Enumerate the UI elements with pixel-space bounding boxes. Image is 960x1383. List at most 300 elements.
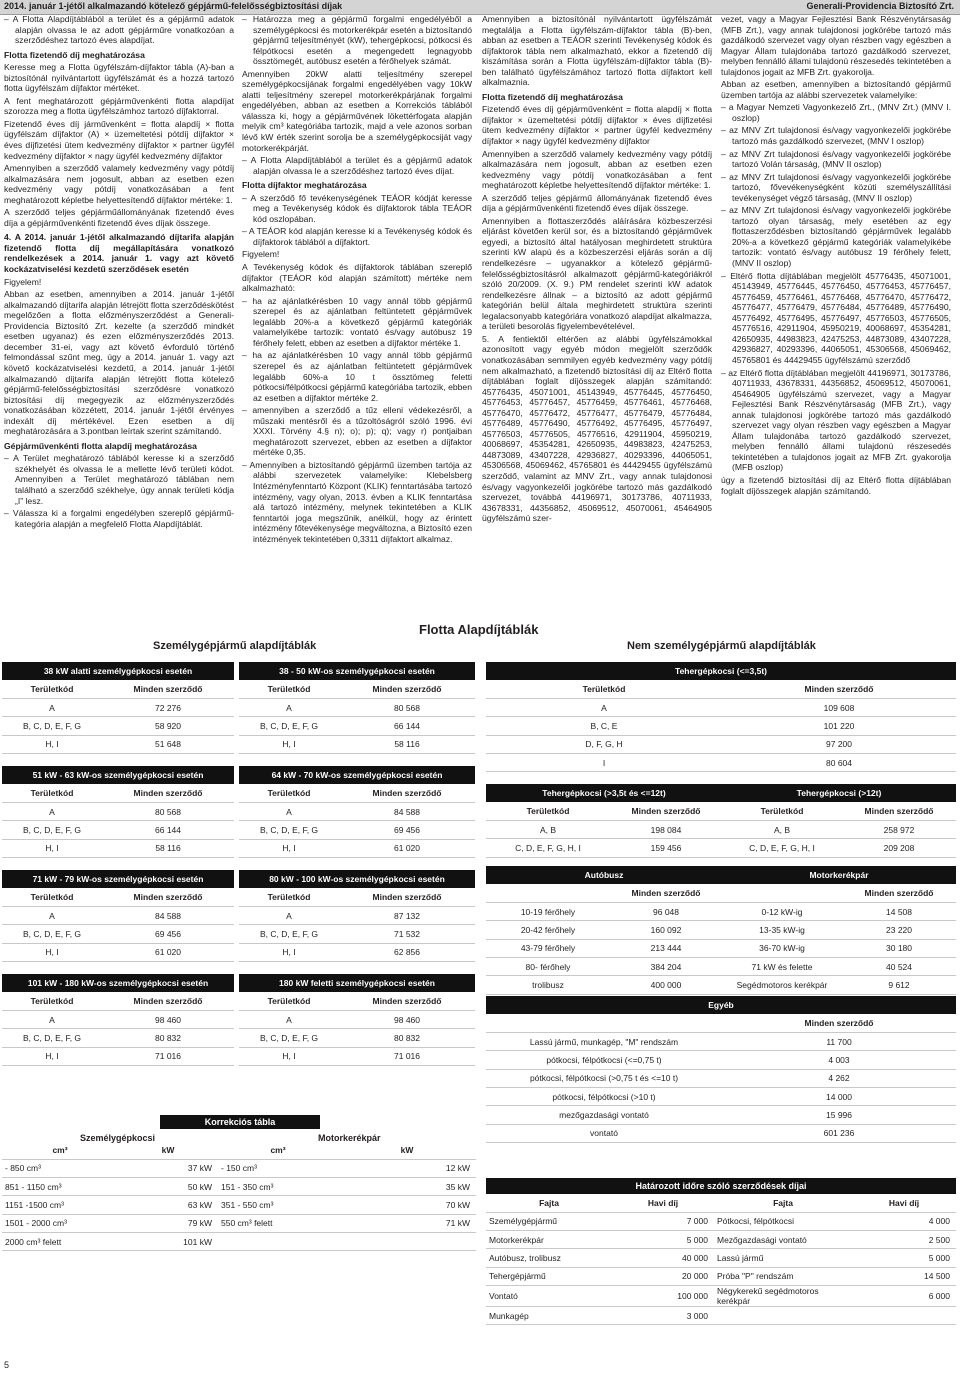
table-row bbox=[486, 717, 956, 735]
table-row bbox=[722, 976, 956, 994]
table-cell: 40 524 bbox=[842, 957, 956, 975]
table-cell: 5 000 bbox=[612, 1231, 714, 1249]
table-title: Motorkerékpár bbox=[722, 866, 956, 884]
table-cell: 71 016 bbox=[339, 1047, 475, 1065]
paragraph: Amennyiben a biztosítónál nyilvántartott ügyfélszámát megtalálja a Flotta ügyfélszám-díjfaktor tábla (B)-ben, abban az esetben a TEÁOR szerinti Tevékenység kódok és díjfaktorok tábla nem alkalmazható, ekkor a fizetendő díj kiszámítása során a Flotta ügyfélszám-díjfaktor tábla (B)-ben található ügyfélszámához tartozó flotta díjfaktort kell alkalmaznia. bbox=[482, 14, 712, 88]
table-cell: 20-42 férőhely bbox=[486, 921, 610, 939]
section-heading: Flotta fizetendő díj meghatározása bbox=[482, 91, 623, 102]
correction-table-title: Korrekciós tábla bbox=[160, 1115, 320, 1129]
table-cell: 43-79 férőhely bbox=[486, 939, 610, 957]
column-header: Területkód bbox=[2, 992, 102, 1010]
table-cell: 15 996 bbox=[722, 1106, 956, 1124]
paragraph: Figyelem! bbox=[4, 276, 42, 287]
table-cell: 14 500 bbox=[852, 1267, 956, 1285]
table-cell: B, C, D, E, F, G bbox=[2, 925, 102, 943]
section-heading: Flotta fizetendő díj meghatározása bbox=[4, 49, 145, 60]
table-cell: 98 460 bbox=[339, 1011, 475, 1029]
section-heading: Flotta díjfaktor meghatározása bbox=[242, 180, 367, 191]
table-title: 64 kW - 70 kW-os személygépkocsi esetén bbox=[239, 766, 475, 784]
table-bus bbox=[486, 866, 722, 995]
paragraph: – ha az ajánlatkérésben 10 vagy annál több gépjármű szerepel és az ajánlatban feltüntetett gépjárművek legalább 20%-a a következő gépjármű kategóriák valamelyikébe tartozik: vontató és/vagy autóbusz 19 férőhely felett, ebben az esetben a díjfaktor mértéke 1. bbox=[242, 295, 472, 348]
table-title: 101 kW - 180 kW-os személygépkocsi esetén bbox=[2, 974, 234, 992]
table-title: 180 kW feletti személygépkocsi esetén bbox=[239, 974, 475, 992]
table-truck-12t-plus bbox=[722, 784, 956, 858]
column-header: kW bbox=[118, 1141, 218, 1159]
table-row bbox=[486, 1249, 956, 1267]
table-38-50kw bbox=[239, 662, 475, 754]
paragraph: A szerződő teljes gépjármű állományának fizetendő éves díja a gépjárművenkénti fizetendő éves díjak összege. bbox=[482, 192, 712, 214]
paragraph: – az MNV Zrt tulajdonosi és/vagy vagyonkezelői jogkörébe tartozó olyan társaság, mely esetében az egy flottaszerződésben biztosítandó gépjárművek legalább 20%-a a következő gépjármű kategóriák valamelyikébe tartozik: vontató és/vagy autóbusz 19 férőhely felett, (MNV II oszlop) bbox=[721, 205, 951, 269]
table-cell: A, B bbox=[486, 821, 610, 839]
table-cell: A bbox=[2, 699, 102, 717]
table-row bbox=[486, 699, 956, 717]
table-cell: 63 kW bbox=[118, 1196, 218, 1214]
table-cell: 851 - 1150 cm³ bbox=[2, 1178, 118, 1196]
table-cell: 84 588 bbox=[339, 803, 475, 821]
column-header: Területkód bbox=[722, 802, 842, 820]
column-header: Minden szerződő bbox=[842, 802, 956, 820]
paragraph: – Határozza meg a gépjármű forgalmi engedélyéből a személygépkocsi és motorkerékpár esetén a biztosítandó gépjármű teljesítményét (kW), tehergépkocsi, pótkocsi és félpótkocsi esetén a megengedett legnagyobb össztömegét, autóbusz esetén a férőhelyek számát. bbox=[242, 14, 472, 67]
table-cell: 71 016 bbox=[102, 1047, 234, 1065]
table-row bbox=[486, 903, 722, 921]
correction-table bbox=[2, 1141, 476, 1251]
paragraph: vezet, vagy a Magyar Fejlesztési Bank Részvénytársaság (MFB Zrt.), vagy annak tulajdonosi jogkörébe tartozó más gazdálkodó szervezet vagy olyan részben vagy egészben a Magyar Állam tulajdonába tartozó gazdálkodó szervezet, melyben fennálló állami tulajdonú részesedés tekintetében a tulajdonos jogait az MFB Zrt. gyakorolja. bbox=[721, 14, 951, 77]
table-cell: Autóbusz, trolibusz bbox=[486, 1249, 612, 1267]
table-truck-3-5-12t bbox=[486, 784, 722, 858]
table-row bbox=[239, 717, 475, 735]
column-header: Minden szerződő bbox=[102, 680, 234, 698]
table-cell: 71 532 bbox=[339, 925, 475, 943]
table-cell: B, C, E bbox=[486, 717, 722, 735]
table-cell: 1151 -1500 cm³ bbox=[2, 1196, 118, 1214]
column-header: Területkód bbox=[486, 802, 610, 820]
page-number: 5 bbox=[4, 1360, 10, 1370]
table-cell: 35 kW bbox=[338, 1178, 476, 1196]
table-row bbox=[239, 907, 475, 925]
table-180kw-plus bbox=[239, 974, 475, 1066]
table-row bbox=[486, 1267, 956, 1285]
table-cell: A bbox=[239, 803, 339, 821]
table-cell: H, I bbox=[2, 1047, 102, 1065]
table-cell: Segédmotoros kerékpár bbox=[722, 976, 842, 994]
paragraph: – amennyiben a szerződő a tűz elleni védekezésről, a műszaki mentésről és a tűzoltóságról szóló 1996. évi XXXI. Törvény 4.§ n); o); p); q); vagy r) pontjaiban meghatározott szervezet, ebben az esetben a díjfaktor mértéke 0,35. bbox=[242, 405, 472, 458]
table-cell: A bbox=[486, 699, 722, 717]
table-cell: C, D, E, F, G, H, I bbox=[486, 839, 610, 857]
table-cell: 61 020 bbox=[339, 839, 475, 857]
table-row bbox=[2, 1214, 476, 1232]
table-row bbox=[2, 803, 234, 821]
paragraph: Figyelem! bbox=[242, 249, 280, 260]
paragraph: – az MNV Zrt tulajdonosi és/vagy vagyonkezelői jogkörébe tartozó, fővevékenységként közúti személyszállítási tevékenységet végző társaság, (MNV II oszlop) bbox=[721, 171, 951, 203]
table-cell: 11 700 bbox=[722, 1033, 956, 1051]
table-row bbox=[2, 699, 234, 717]
paragraph: – A Flotta Alapdíjtáblából a terület és a gépjármű adatok alapján olvassa le a szerződéshez tartozó éves díjat. bbox=[242, 155, 472, 176]
table-cell: 58 920 bbox=[102, 717, 234, 735]
non-passenger-tables-title: Nem személygépjármű alapdíjtáblák bbox=[627, 640, 816, 652]
table-other bbox=[486, 996, 956, 1143]
table-cell: D, F, G, H bbox=[486, 735, 722, 753]
table-row bbox=[486, 1069, 956, 1087]
paragraph: A Tevékenység kódok és díjfaktorok táblában szereplő díjfaktor (TEÁOR kód alapján számított) mértéke nem alkalmazható: bbox=[242, 262, 472, 294]
column-header: Minden szerződő bbox=[842, 884, 956, 902]
table-cell: 98 460 bbox=[102, 1011, 234, 1029]
column-header: Minden szerződő bbox=[610, 884, 722, 902]
table-cell: H, I bbox=[2, 839, 102, 857]
table-cell: A, B bbox=[722, 821, 842, 839]
paragraph: Fizetendő éves díj járművenként = flotta alapdíj × flotta ügyfélszám díjfaktor (A) × üzemeltetési pótdíj díjfaktor × éves díjfizetési ütem kedvezmény díjfaktor × partner ügyfél kedvezmény díjfaktor × nagy ügyfél kedvezmény díjfaktor bbox=[4, 118, 234, 161]
table-cell: 58 116 bbox=[339, 735, 475, 753]
table-row bbox=[2, 1159, 476, 1177]
table-cell: 9 612 bbox=[842, 976, 956, 994]
table-cell: 160 092 bbox=[610, 921, 722, 939]
table-cell: 61 020 bbox=[102, 943, 234, 961]
column-header: Fajta bbox=[714, 1194, 852, 1212]
column-header: Minden szerződő bbox=[722, 1014, 956, 1032]
column-header: Minden szerződő bbox=[339, 680, 475, 698]
table-cell: Tehergépjármű bbox=[486, 1267, 612, 1285]
column-header: Területkód bbox=[239, 784, 339, 802]
table-row bbox=[239, 1029, 475, 1047]
table-cell: C, D, E, F, G, H, I bbox=[722, 839, 842, 857]
table-row bbox=[486, 1051, 956, 1069]
table-cell: B, C, D, E, F, G bbox=[2, 717, 102, 735]
table-cell: H, I bbox=[239, 839, 339, 857]
paragraph: Amennyiben a szerződő valamely kedvezmény vagy pótdíj alkalmazására nem jogosult, abban az esetben ezen kedvezmény vagy pótdíj vonatkozásában a fent meghatározott képletbe helyettesítendő díjfaktor mértéke: 1. bbox=[482, 148, 712, 191]
table-cell: 7 000 bbox=[612, 1212, 714, 1230]
page-header bbox=[0, 0, 960, 15]
table-row bbox=[486, 1106, 956, 1124]
table-title: 80 kW - 100 kW-os személygépkocsi esetén bbox=[239, 870, 475, 888]
column-header: Minden szerződő bbox=[339, 992, 475, 1010]
table-80-100kw bbox=[239, 870, 475, 962]
table-cell: 14 000 bbox=[722, 1087, 956, 1105]
table-cell: 66 144 bbox=[339, 717, 475, 735]
table-row bbox=[722, 939, 956, 957]
table-cell: 23 220 bbox=[842, 921, 956, 939]
table-cell: - 150 cm³ bbox=[218, 1159, 338, 1177]
fixed-term-table bbox=[486, 1194, 956, 1325]
main-section-title: Flotta Alapdíjtáblák bbox=[419, 622, 539, 637]
paragraph: Amennyiben a szerződő valamely kedvezmény vagy pótdíj alkalmazására nem jogosult, abban az esetben ezen kedvezmény vagy pótdíj vonatkozásában a fent meghatározott képletbe helyettesítendő díjfaktor mértéke: 1. bbox=[4, 163, 234, 205]
table-row bbox=[239, 925, 475, 943]
header-company: Generali-Providencia Biztosító Zrt. bbox=[806, 1, 954, 11]
table-cell: Pótkocsi, félpótkocsi bbox=[714, 1212, 852, 1230]
table-cell: 10-19 férőhely bbox=[486, 903, 610, 921]
table-51-63kw bbox=[2, 766, 234, 858]
table-cell: 97 200 bbox=[722, 735, 956, 753]
column-header: Minden szerződő bbox=[339, 888, 475, 906]
table-cell: 6 000 bbox=[852, 1285, 956, 1306]
table-cell: H, I bbox=[239, 735, 339, 753]
table-cell: 37 kW bbox=[118, 1159, 218, 1177]
paragraph: Amennyiben a flottaszerződés aláírására közbeszerzési eljárást követően kerül sor, és a biztosítandó gépjárművek egyedi, a biztosító által hatályosan meghirdetett struktúra szerinti kW alapú és a közbeszerzési eljárás során a díj rendelkezésre – ugyanakkor a kötelező gépjármű-felelősségbiztosításról alkalmazott gépjármű-kategóriákról szóló 20/2009. (X. 9.) PM rendelet szerinti kW adatok rendelkezésre állnak – a biztosító az adott gépjármű kategórián belül általa meghirdetett struktúra szerinti legalacsonyabb kategóriára vonatkozó alapdíjat alkalmazza, a területi besorolás figyelembevételével. bbox=[482, 215, 712, 332]
table-71-79kw bbox=[2, 870, 234, 962]
table-row bbox=[239, 735, 475, 753]
table-row bbox=[239, 699, 475, 717]
paragraph: – A Terület meghatározó táblából keresse ki a szerződő székhelyét és olvassa le a mellette lévő területi kódot. Amennyiben a Terület meghatározó táblában nem található a szerződő székhelye, úgy annak területi kódja „I” lesz. bbox=[4, 453, 234, 506]
table-cell: 2 500 bbox=[852, 1231, 956, 1249]
table-row bbox=[722, 821, 956, 839]
table-row bbox=[2, 717, 234, 735]
table-cell: mezőgazdasági vontató bbox=[486, 1106, 722, 1124]
table-row bbox=[486, 753, 956, 771]
table-cell: 550 cm³ felett bbox=[218, 1214, 338, 1232]
column-header: Minden szerződő bbox=[102, 992, 234, 1010]
column-header: Területkód bbox=[486, 680, 722, 698]
table-cell: B, C, D, E, F, G bbox=[239, 925, 339, 943]
table-cell: 80 568 bbox=[102, 803, 234, 821]
table-row bbox=[2, 839, 234, 857]
table-cell: A bbox=[2, 1011, 102, 1029]
table-38kw bbox=[2, 662, 234, 754]
paragraph: – Eltérő flotta díjtáblában megjelölt 45776435, 45071001, 45143949, 45776445, 45776450, 45776453, 45776457, 45776459, 45776461, 45776468, 45776470, 45776472, 45776477, 45776479, 45776484, 45776489, 45776490, 45776492, 45776495, 45776497, 45776503, 45776505, 45776516, 42911904, 45950219, 40068697, 45354281, 42650935, 44983823, 42475253, 44873089, 43407228, 42936827, 40293396, 44065051, 45306568, 45069462, 45765801 és 44429455 ügyfélszámú szerződő bbox=[721, 270, 951, 365]
table-cell: 209 208 bbox=[842, 839, 956, 857]
table-cell: Lassú jármű bbox=[714, 1249, 852, 1267]
table-cell: 151 - 350 cm³ bbox=[218, 1178, 338, 1196]
table-cell: 351 - 550 cm³ bbox=[218, 1196, 338, 1214]
table-cell: 96 048 bbox=[610, 903, 722, 921]
column-header: Területkód bbox=[239, 680, 339, 698]
table-cell: pótkocsi, félpótkocsi (>0,75 t és <=10 t) bbox=[486, 1069, 722, 1087]
table-101-180kw bbox=[2, 974, 234, 1066]
table-cell bbox=[218, 1232, 338, 1250]
table-cell: 400 000 bbox=[610, 976, 722, 994]
table-cell: 101 220 bbox=[722, 717, 956, 735]
table-cell: 79 kW bbox=[118, 1214, 218, 1232]
table-cell: 3 000 bbox=[612, 1306, 714, 1324]
table-cell: 384 204 bbox=[610, 957, 722, 975]
paragraph: A fent meghatározott gépjárművenkénti flotta alapdíjat szorozza meg a flotta ügyfélszámhoz tartozó díjfaktorral. bbox=[4, 95, 234, 117]
table-cell: B, C, D, E, F, G bbox=[2, 821, 102, 839]
table-cell: B, C, D, E, F, G bbox=[2, 1029, 102, 1047]
paragraph: – A TEÁOR kód alapján keresse ki a Tevékenység kódok és díjfaktorok táblából a díjfaktort. bbox=[242, 226, 472, 247]
table-row bbox=[239, 821, 475, 839]
fixed-term-table-title: Határozott időre szóló szerződések díjai bbox=[486, 1178, 956, 1194]
table-cell: 159 456 bbox=[610, 839, 722, 857]
column-header: Területkód bbox=[239, 888, 339, 906]
table-row bbox=[722, 921, 956, 939]
header-title: 2014. január 1-jétől alkalmazandó kötelező gépjármű-felelősségbiztosítási díjak bbox=[4, 1, 343, 11]
table-cell: 69 456 bbox=[102, 925, 234, 943]
column-header: Területkód bbox=[239, 992, 339, 1010]
table-row bbox=[486, 1087, 956, 1105]
table-title: 38 kW alatti személygépkocsi esetén bbox=[2, 662, 234, 680]
table-title: Autóbusz bbox=[486, 866, 722, 884]
table-cell: 1501 - 2000 cm³ bbox=[2, 1214, 118, 1232]
table-cell: 80 832 bbox=[339, 1029, 475, 1047]
column-header: kW bbox=[338, 1141, 476, 1159]
table-row bbox=[722, 957, 956, 975]
table-title: Egyéb bbox=[486, 996, 956, 1014]
table-cell: 4 262 bbox=[722, 1069, 956, 1087]
table-cell: 4 000 bbox=[852, 1212, 956, 1230]
table-cell: Lassú jármű, munkagép, "M" rendszám bbox=[486, 1033, 722, 1051]
table-row bbox=[2, 1232, 476, 1250]
paragraph: – az MNV Zrt tulajdonosi és/vagy vagyonkezelői jogkörébe tartozó Volán társaság, (MNV II oszlop) bbox=[721, 148, 951, 170]
table-row bbox=[486, 1231, 956, 1249]
paragraph: – A szerződő fő tevékenységének TEÁOR kódját keresse meg a Tevékenység kódok és díjfaktorok tábla TEÁOR kód oszlopában. bbox=[242, 192, 472, 224]
table-row bbox=[2, 1029, 234, 1047]
table-cell: 80 568 bbox=[339, 699, 475, 717]
table-cell: 30 180 bbox=[842, 939, 956, 957]
table-cell: 50 kW bbox=[118, 1178, 218, 1196]
table-row bbox=[239, 803, 475, 821]
table-cell: Próba "P" rendszám bbox=[714, 1267, 852, 1285]
table-cell: 87 132 bbox=[339, 907, 475, 925]
table-row bbox=[486, 839, 722, 857]
table-cell: 109 608 bbox=[722, 699, 956, 717]
column-header: Minden szerződő bbox=[102, 784, 234, 802]
table-row bbox=[239, 1047, 475, 1065]
table-cell: 13-35 kW-ig bbox=[722, 921, 842, 939]
table-cell: Motorkerékpár bbox=[486, 1231, 612, 1249]
table-cell: 2000 cm³ felett bbox=[2, 1232, 118, 1250]
table-cell: 40 000 bbox=[612, 1249, 714, 1267]
paragraph: 5. A fentiektől eltérően az alábbi ügyfélszámokkal azonosított vagy egyéb módon megjelölt szerződők vonatkozásában semmilyen egyéb kedvezmény vagy pótdíj nem alkalmazható, a fizetendő biztosítási díj az Eltérő flotta díjtáblában foglalt díjösszegek alapján számítandó: 45776435, 45071001, 45143949, 45776445, 45776450, 45776453, 45776457, 45776459, 45776461, 45776468, 45776470, 45776472, 45776477, 45776479, 45776484, 45776489, 45776490, 45776492, 45776495, 45776497, 45776503, 45776505, 45776516, 42911904, 45950219, 40068697, 45354281, 42650935, 44983823, 42475253, 44873089, 43407228, 42936827, 40293396, 44065051, 45306568, 45069462, 45765801 és 44429455 ügyfélszámú szerződő, valamint az MNV Zrt., vagy annak tulajdonosi és/vagy vagyonkezelői jogkörébe tartozó más gazdálkodó szervezet, továbbá 44196971, 30173786, 40711933, 43678331, 44356852, 45069512, 45070061, 45464905 ügyfélszámú szer- bbox=[482, 333, 712, 524]
paragraph: – az MNV Zrt tulajdonosi és/vagy vagyonkezelői jogkörébe tartozó más gazdálkodó szervezet, (MNV I oszlop) bbox=[721, 125, 951, 147]
table-cell: B, C, D, E, F, G bbox=[239, 821, 339, 839]
table-cell: pótkocsi, félpótkocsi (<=0,75 t) bbox=[486, 1051, 722, 1069]
column-header bbox=[486, 1014, 722, 1032]
table-cell: Vontató bbox=[486, 1285, 612, 1306]
paragraph: A szerződő teljes gépjárműállományának fizetendő éves díja a gépjárművenkénti fizetendő éves díjak összege. bbox=[4, 207, 234, 228]
table-cell: Négykerekű segédmotoros kerékpár bbox=[714, 1285, 852, 1306]
table-row bbox=[2, 1178, 476, 1196]
column-header: cm³ bbox=[2, 1141, 118, 1159]
table-row bbox=[486, 1306, 956, 1324]
table-cell: - 850 cm³ bbox=[2, 1159, 118, 1177]
table-cell: 80 832 bbox=[102, 1029, 234, 1047]
table-title: 51 kW - 63 kW-os személygépkocsi esetén bbox=[2, 766, 234, 784]
table-cell: 80- férőhely bbox=[486, 957, 610, 975]
table-cell: 12 kW bbox=[338, 1159, 476, 1177]
table-row bbox=[2, 1047, 234, 1065]
table-cell: H, I bbox=[2, 943, 102, 961]
table-cell: 80 604 bbox=[722, 753, 956, 771]
table-cell: 20 000 bbox=[612, 1267, 714, 1285]
table-cell: B, C, D, E, F, G bbox=[239, 1029, 339, 1047]
paragraph: Amennyiben 20kW alatti teljesítmény szerepel személygépkocsijának forgalmi engedélyében vagy 10kW alatti teljesítmény szerepel motorkerékpárjának forgalmi engedélyében, abban az esetben a Korrekciós táblából válassza ki, hogy a gépjárművének lökettérfogata alapján melyik cm³ kategóriába tartozik, majd a vele azonos sorban lévő kW érték szerint sorolja be a személygépkocsiját vagy motorkerékpárját. bbox=[242, 68, 472, 153]
table-cell: 62 856 bbox=[339, 943, 475, 961]
table-cell: 84 588 bbox=[102, 907, 234, 925]
column-header: Minden szerződő bbox=[102, 888, 234, 906]
table-cell: 14 508 bbox=[842, 903, 956, 921]
table-64-70kw bbox=[239, 766, 475, 858]
column-header: Havi díj bbox=[852, 1194, 956, 1212]
paragraph: Abban az esetben, amennyiben a biztosítandó gépjármű üzemben tartója az alábbi szervezetek valamelyike: bbox=[721, 79, 951, 100]
table-cell: 0-12 kW-ig bbox=[722, 903, 842, 921]
table-row bbox=[2, 925, 234, 943]
column-header bbox=[722, 884, 842, 902]
table-cell: 71 kW és felette bbox=[722, 957, 842, 975]
table-cell: 58 116 bbox=[102, 839, 234, 857]
table-cell: A bbox=[239, 907, 339, 925]
table-cell: 70 kW bbox=[338, 1196, 476, 1214]
correction-sub-moto: Motorkerékpár bbox=[318, 1133, 381, 1143]
column-header: Fajta bbox=[486, 1194, 612, 1212]
table-cell: A bbox=[239, 699, 339, 717]
table-row bbox=[486, 821, 722, 839]
table-row bbox=[239, 839, 475, 857]
table-row bbox=[486, 939, 722, 957]
text-column-1 bbox=[4, 14, 234, 596]
table-row bbox=[722, 903, 956, 921]
table-title: Tehergépkocsi (>3,5t és <=12t) bbox=[486, 784, 722, 802]
table-cell: H, I bbox=[2, 735, 102, 753]
table-row bbox=[2, 735, 234, 753]
paragraph: – az Eltérő flotta díjtáblában megjelölt 44196971, 30173786, 40711933, 43678331, 44356852, 45069512, 45070061, 45464905 ügyfélszámú szervezet, vagy a Magyar Fejlesztési Bank Részvénytársaság (MFB Zrt.), vagy annak tulajdonosi jogkörébe tartozó más gazdálkodó szervezet vagy olyan részben vagy egészben a Magyar Állam tulajdonába tartozó gazdálkodó szervezet, melyben fennálló állami tulajdonú részesedés tekintetében a tulajdonos jogait az MFB Zrt. gyakorolja (MFB oszlop) bbox=[721, 367, 951, 473]
column-header: cm³ bbox=[218, 1141, 338, 1159]
table-cell: 36-70 kW-ig bbox=[722, 939, 842, 957]
table-motorcycle bbox=[722, 866, 956, 995]
column-header bbox=[486, 884, 610, 902]
column-header: Minden szerződő bbox=[610, 802, 722, 820]
table-title: Tehergépkocsi (<=3,5t) bbox=[486, 662, 956, 680]
table-row bbox=[239, 1011, 475, 1029]
table-cell: A bbox=[2, 803, 102, 821]
paragraph: Abban az esetben, amennyiben a 2014. január 1-jétől alkalmazandó díjtarifa alapján létrejött flotta szerződéskötést megelőzően a flotta előzményszerződést a Generali-Providencia Biztosító Zrt. kezelte (a szerződő mindkét esetben ugyanaz) és ezen előzményszerződés 2013. december 31-ei, vagy azt követő évforduló történő felmondással szűnt meg, úgy a 2014. január 1. vagy azt követő kockázatviselési kezdetű, a 2014. január 1-jétől alkalmazandó díjtarifa alapján létrejött flotta kötelező gépjármű-felelősségbiztosítási szerződésre vonatkozó biztosítási díj megegyezik az előzményszerződés vonatkozásában közzétett, 2014. január 1-jétől érvényes indexált díj mértékével. Ezen esetben a díj meghatározására a 3.pontban leírtak szerint számítandó. bbox=[4, 289, 234, 437]
table-cell: A bbox=[2, 907, 102, 925]
table-cell bbox=[852, 1306, 956, 1324]
table-title: 38 - 50 kW-os személygépkocsi esetén bbox=[239, 662, 475, 680]
section-heading: 4. A 2014. január 1-jétől alkalmazandó díjtarifa alapján fizetendő flotta díj megállapítására vonatkozó rendelkezések a 2014. január 1. vagy azt követő kockázatviselési kezdetű szerződések esetén bbox=[4, 232, 234, 275]
table-row bbox=[486, 1285, 956, 1306]
passenger-tables-title: Személygépjármű alapdíjtáblák bbox=[153, 640, 317, 652]
table-row bbox=[486, 957, 722, 975]
table-cell: Személygépjármű bbox=[486, 1212, 612, 1230]
paragraph: – A Flotta Alapdíjtáblából a terület és a gépjármű adatok alapján olvassa le az adott gépjárműre vonatkozóan a szerződéshez tartozó éves alapdíjat. bbox=[4, 14, 234, 46]
table-cell: 72 276 bbox=[102, 699, 234, 717]
table-row bbox=[2, 1011, 234, 1029]
table-cell: 5 000 bbox=[852, 1249, 956, 1267]
section-heading: Gépjárművenkénti flotta alapdíj meghatározása bbox=[4, 440, 197, 451]
column-header: Minden szerződő bbox=[722, 680, 956, 698]
table-cell: 100 000 bbox=[612, 1285, 714, 1306]
table-row bbox=[239, 943, 475, 961]
correction-sub-car: Személygépkocsi bbox=[80, 1133, 156, 1143]
table-cell: B, C, D, E, F, G bbox=[239, 717, 339, 735]
table-row bbox=[486, 1124, 956, 1142]
table-row bbox=[486, 1033, 956, 1051]
table-cell: 4 003 bbox=[722, 1051, 956, 1069]
table-cell: 66 144 bbox=[102, 821, 234, 839]
paragraph: – Amennyiben a biztosítandó gépjármű üzemben tartója az alábbi szervezetek valamelyike: Klebelsberg Intézményfenntartó Központ (KLIK) fenntartásába tartozó intézmény, vagy olyan, 2013. évben a KLIK fenntartása alá tartozó intézmény, melynek tekintetében a KLIK fenntartói joga megszűnik, anélkül, hogy az érintett intézmény főtevékenysége megváltozna, a Biztosító ezen intézmények tekintetében 0,3311 díjfaktort alkalmaz. bbox=[242, 459, 472, 544]
table-cell: 258 972 bbox=[842, 821, 956, 839]
column-header: Területkód bbox=[2, 888, 102, 906]
table-row bbox=[722, 839, 956, 857]
table-cell: 51 648 bbox=[102, 735, 234, 753]
table-cell: 69 456 bbox=[339, 821, 475, 839]
text-column-2 bbox=[242, 14, 472, 596]
table-cell: pótkocsi, félpótkocsi (>10 t) bbox=[486, 1087, 722, 1105]
table-cell: Munkagép bbox=[486, 1306, 612, 1324]
table-cell: trolibusz bbox=[486, 976, 610, 994]
table-cell: 198 084 bbox=[610, 821, 722, 839]
paragraph: Keresse meg a Flotta ügyfélszám-díjfaktor tábla (A)-ban a biztosítónál nyilvántartott ügyfélszámát és a hozzá tartozó flotta ügyfélszám díjfaktor mértéket. bbox=[4, 62, 234, 94]
table-row bbox=[486, 735, 956, 753]
table-title: 71 kW - 79 kW-os személygépkocsi esetén bbox=[2, 870, 234, 888]
table-title: Tehergépkocsi (>12t) bbox=[722, 784, 956, 802]
table-row bbox=[2, 821, 234, 839]
paragraph: Fizetendő éves díj gépjárművenként = flotta alapdíj × flotta díjfaktor × üzemeltetési pótdíj díjfaktor × éves díjfizetési ütem kedvezmény díjfaktor × partner ügyfél kedvezmény díjfaktor × nagy ügyfél kedvezmény díjfaktor bbox=[482, 104, 712, 147]
table-cell: A bbox=[239, 1011, 339, 1029]
table-cell: 101 kW bbox=[118, 1232, 218, 1250]
column-header: Területkód bbox=[2, 680, 102, 698]
text-column-3 bbox=[482, 14, 712, 596]
table-cell: 71 kW bbox=[338, 1214, 476, 1232]
table-cell: vontató bbox=[486, 1124, 722, 1142]
table-row bbox=[2, 907, 234, 925]
